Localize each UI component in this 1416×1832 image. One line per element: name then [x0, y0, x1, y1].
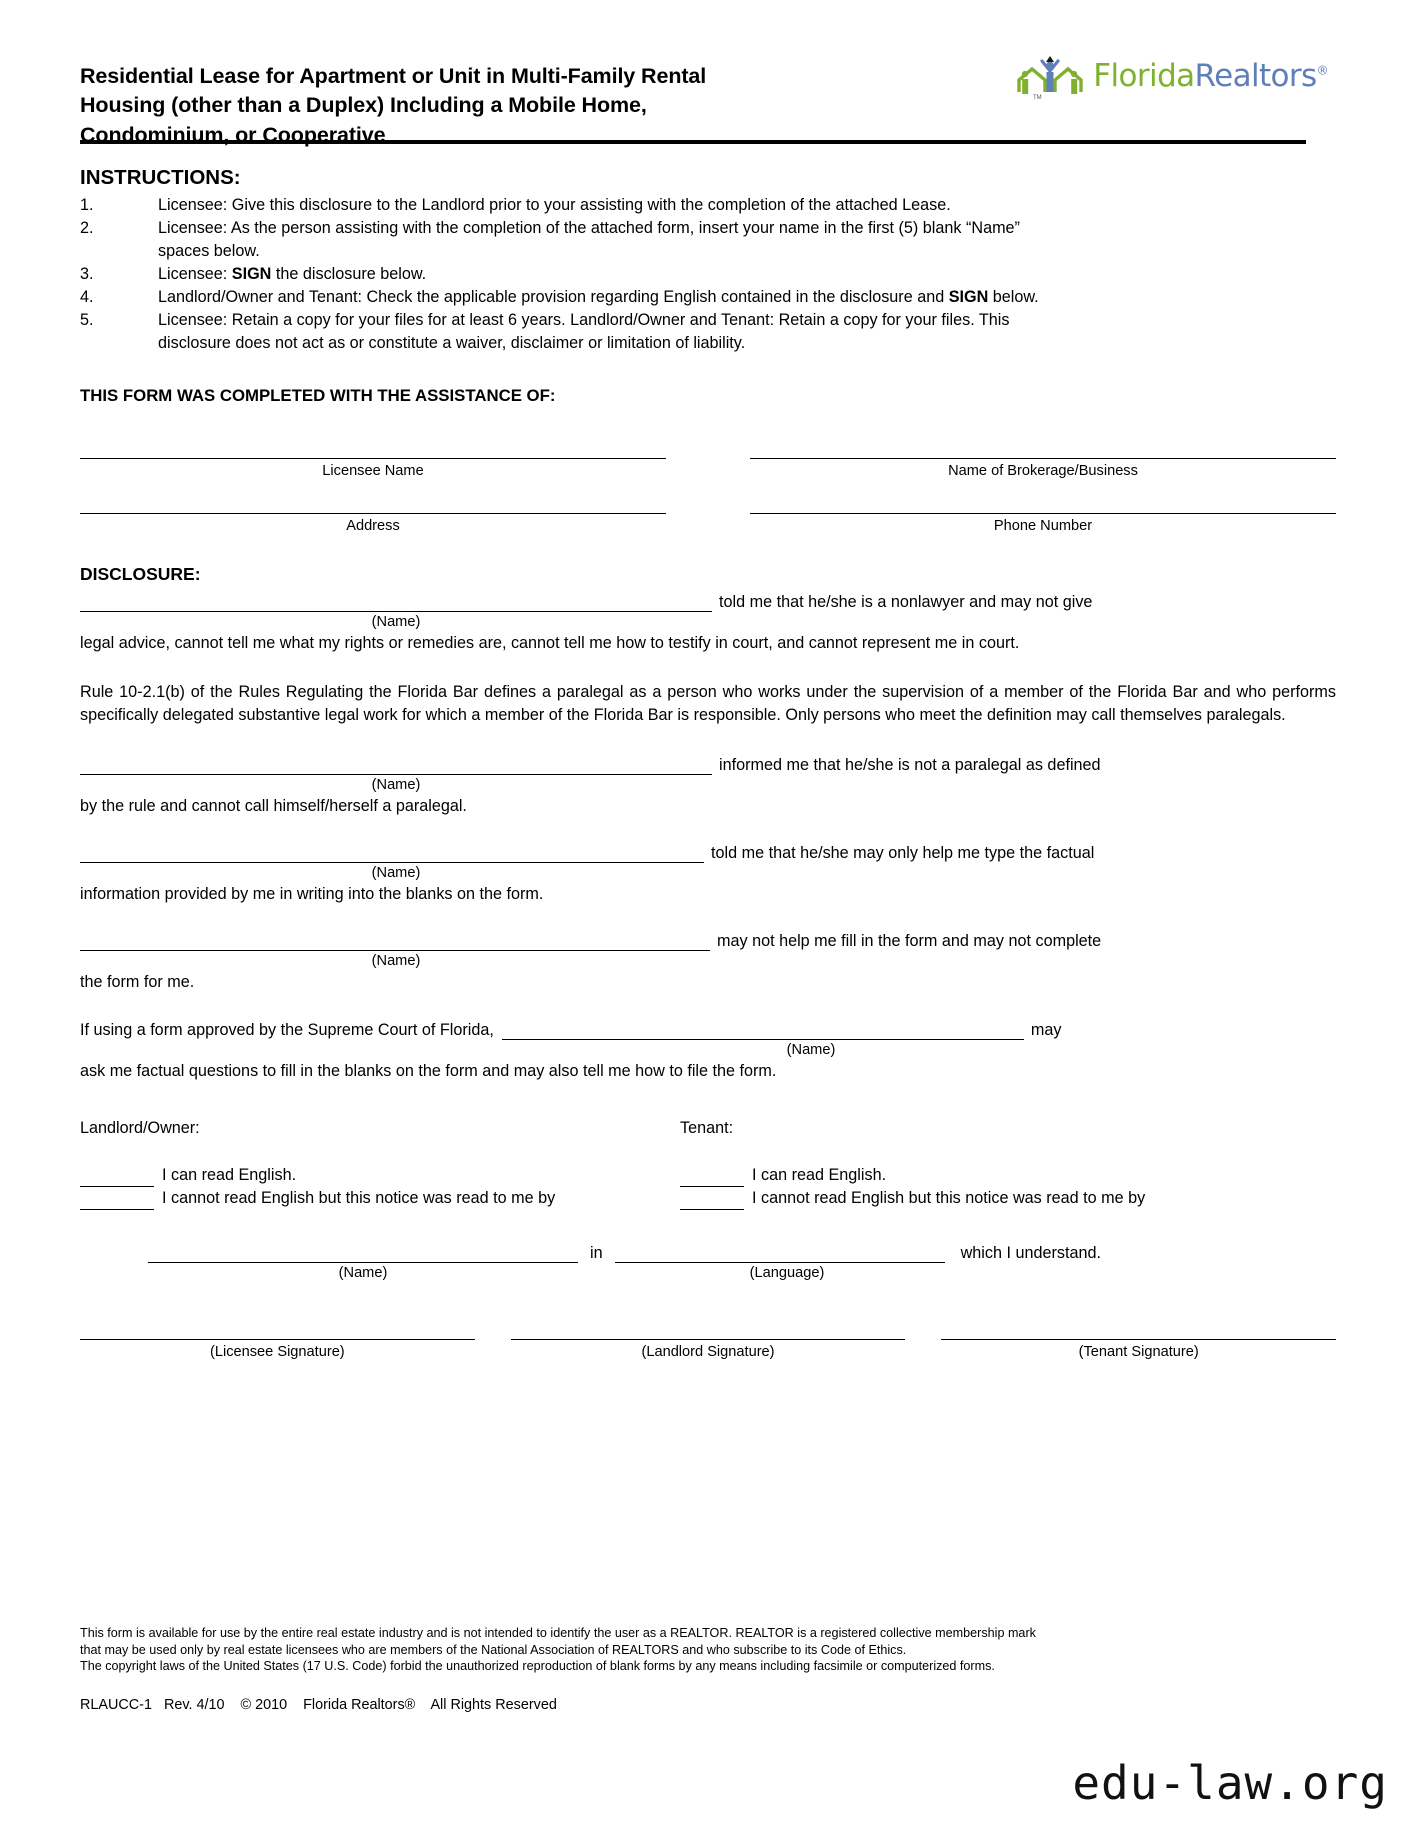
- disclosure-trailing-text-2: informed me that he/she is not a paralegal as defined: [719, 756, 1101, 775]
- signatures-row: [80, 1339, 1336, 1360]
- document-footer: [80, 1625, 1336, 1713]
- disclosure-name-input-5[interactable]: [502, 1021, 1024, 1040]
- disclosure-trailing-text-5: may: [1030, 1021, 1062, 1040]
- assistance-heading: THIS FORM WAS COMPLETED WITH THE ASSISTANCE OF:: [80, 386, 556, 406]
- disclosure-block-1: [80, 593, 1336, 655]
- instruction-number: 1.: [80, 196, 94, 214]
- reader-name-language-captions: [80, 1265, 1336, 1281]
- instruction-text: [158, 263, 1336, 285]
- disclosure-name-input-4[interactable]: [80, 932, 710, 951]
- instruction-item-3: [80, 263, 1336, 285]
- instruction-text-continued: disclosure does not act as or constitute a waiver, disclaimer or limitation of liability.: [158, 334, 746, 353]
- licensee-name-label: Licensee Name: [322, 463, 424, 480]
- instruction-text: Licensee: As the person assisting with the completion of the attached form, insert your name in the first (5) blank “Name”: [158, 219, 1020, 238]
- document-content: [80, 0, 1336, 1360]
- which-i-understand-label: which I understand.: [960, 1244, 1101, 1263]
- landlord-owner-label: Landlord/Owner:: [80, 1119, 200, 1138]
- connector-in-label: in: [590, 1244, 603, 1263]
- instruction-text-bold: SIGN: [948, 287, 989, 306]
- tenant-signature-label: (Tenant Signature): [1078, 1344, 1199, 1361]
- phone-number-label: Phone Number: [993, 518, 1093, 535]
- instruction-text-bold: SIGN: [231, 264, 272, 283]
- svg-text:TM: TM: [1033, 95, 1042, 100]
- landlord-signature-label: (Landlord Signature): [641, 1344, 775, 1361]
- licensee-name-input[interactable]: [80, 458, 666, 459]
- instruction-number: 5.: [80, 310, 94, 329]
- instruction-item-4: [80, 286, 1336, 308]
- instruction-text-continued: spaces below.: [158, 242, 260, 261]
- watermark: edu-law.org: [1072, 1756, 1388, 1810]
- title-line-1: Residential Lease for Apartment or Unit in Multi-Family Rental: [80, 64, 707, 88]
- instructions-heading: INSTRUCTIONS:: [80, 166, 241, 189]
- document-header: [80, 0, 1336, 147]
- landlord-signature-input[interactable]: [511, 1339, 906, 1340]
- language-input[interactable]: [615, 1244, 945, 1263]
- brokerage-name-input[interactable]: [750, 458, 1336, 459]
- phone-number-input[interactable]: [750, 513, 1336, 514]
- registered-trademark-icon: ®: [1316, 63, 1328, 78]
- instruction-number: 2.: [80, 219, 94, 238]
- reader-name-language-row: [80, 1244, 1336, 1263]
- landlord-can-read-label: I can read English.: [162, 1166, 297, 1185]
- assistance-fields-row-2: [80, 513, 1336, 534]
- field-phone-number[interactable]: [750, 513, 1336, 534]
- tenant-signature-input[interactable]: [941, 1339, 1336, 1340]
- instruction-text-before: Licensee:: [158, 264, 232, 283]
- logo-florida-text: Florida: [1093, 58, 1195, 94]
- instruction-text-after: below.: [988, 287, 1039, 306]
- tenant-can-read-checkbox[interactable]: [680, 1170, 744, 1187]
- name-caption: (Name): [371, 777, 421, 794]
- disclosure-continuation-4: the form for me.: [80, 972, 195, 991]
- landlord-cannot-read-checkbox[interactable]: [80, 1193, 154, 1210]
- name-caption: (Name): [371, 614, 421, 631]
- tenant-english-column: [680, 1119, 1300, 1210]
- landlord-cannot-read-english-option[interactable]: [80, 1187, 680, 1210]
- licensee-signature-label: (Licensee Signature): [210, 1344, 345, 1361]
- name-caption: (Name): [338, 1265, 388, 1282]
- disclosure-name-row-1: [80, 593, 1336, 612]
- tenant-cannot-read-english-option[interactable]: [680, 1187, 1300, 1210]
- florida-realtors-logo: [1015, 52, 1328, 100]
- disclosure-name-input-1[interactable]: [80, 593, 712, 612]
- name-caption: (Name): [371, 865, 421, 881]
- tenant-cannot-read-label: I cannot read English but this notice was read to me by: [752, 1189, 1146, 1208]
- tenant-signature-field[interactable]: [941, 1339, 1336, 1360]
- landlord-english-column: [80, 1119, 680, 1210]
- field-licensee-name[interactable]: [80, 458, 666, 479]
- licensee-signature-input[interactable]: [80, 1339, 475, 1340]
- address-input[interactable]: [80, 513, 666, 514]
- english-check-section: [80, 1119, 1336, 1210]
- title-line-2: Housing (other than a Duplex) Including a Mobile Home,: [80, 93, 647, 118]
- instruction-text-after: the disclosure below.: [271, 264, 427, 283]
- florida-realtors-houses-logo-icon: [1015, 52, 1087, 100]
- landlord-can-read-checkbox[interactable]: [80, 1170, 154, 1187]
- tenant-can-read-label: I can read English.: [752, 1166, 887, 1185]
- page-title: [80, 62, 860, 150]
- disclosure-name-input-2[interactable]: [80, 756, 712, 775]
- rule-paragraph: Rule 10-2.1(b) of the Rules Regulating the Florida Bar defines a paralegal as a person who works under the supervision of a member of the Florida Bar and who performs specifically delegated substantive legal work for which a member of the Florida Bar is responsible. Only persons who meet the definition may call themselves paralegals.: [80, 682, 1336, 724]
- reader-name-input[interactable]: [148, 1244, 578, 1263]
- landlord-cannot-read-label: I cannot read English but this notice was read to me by: [162, 1189, 556, 1208]
- instruction-text: Licensee: Retain a copy for your files for at least 6 years. Landlord/Owner and Tenant: Retain a copy for your files. This: [158, 310, 1010, 329]
- licensee-signature-field[interactable]: [80, 1339, 475, 1360]
- field-address[interactable]: [80, 513, 666, 534]
- brokerage-name-label: Name of Brokerage/Business: [948, 463, 1138, 480]
- address-label: Address: [346, 518, 400, 535]
- disclosure-block-2: [80, 756, 1336, 818]
- footer-disclaimer-line-2: that may be used only by real estate licensees who are members of the National Association of REALTORS and who subscribe to its Code of Ethics.: [80, 1642, 907, 1657]
- instruction-text-before: Landlord/Owner and Tenant: Check the applicable provision regarding English contained in the disclosure and: [158, 287, 949, 306]
- language-caption: (Language): [749, 1265, 825, 1282]
- disclosure-trailing-text-4: may not help me fill in the form and may not complete: [717, 931, 1102, 950]
- disclosure-trailing-text-3: told me that he/she may only help me type the factual: [711, 844, 1095, 862]
- logo-realtors-text: Realtors: [1194, 58, 1317, 94]
- tenant-label: Tenant:: [680, 1119, 734, 1138]
- logo-wordmark: [1093, 58, 1328, 94]
- disclosure-name-row-3: [80, 844, 1336, 863]
- disclosure-continuation-3: information provided by me in writing into the blanks on the form.: [80, 885, 544, 903]
- footer-form-identifier: RLAUCC-1 Rev. 4/10 © 2010 Florida Realtors® All Rights Reserved: [80, 1697, 557, 1714]
- supreme-court-lead-text: If using a form approved by the Supreme Court of Florida,: [80, 1021, 494, 1040]
- footer-disclaimer-line-1: This form is available for use by the entire real estate industry and is not intended to identify the user as a REALTOR. REALTOR is a registered collective membership mark: [80, 1626, 1036, 1640]
- instruction-item-1: [80, 194, 1336, 216]
- instruction-number: 3.: [80, 264, 94, 283]
- disclosure-block-3: [80, 844, 1336, 906]
- title-line-3: Condominium, or Cooperative: [80, 122, 386, 147]
- instruction-item-5: [80, 309, 1336, 331]
- disclosure-block-4: [80, 932, 1336, 994]
- supreme-court-row: [80, 1021, 1336, 1040]
- assistance-fields-row-1: [80, 458, 1336, 479]
- disclosure-name-row-4: [80, 932, 1336, 951]
- disclosure-continuation-5: ask me factual questions to fill in the blanks on the form and may also tell me how to file the form.: [80, 1062, 777, 1081]
- instruction-number: 4.: [80, 287, 94, 306]
- footer-copyright-line-3: The copyright laws of the United States (17 U.S. Code) forbid the unauthorized reproduction of blank forms by any means including facsimile or computerized forms.: [80, 1659, 995, 1674]
- landlord-signature-field[interactable]: [511, 1339, 906, 1360]
- disclosure-name-input-3[interactable]: [80, 844, 704, 863]
- disclosure-trailing-text-1: told me that he/she is a nonlawyer and may not give: [719, 593, 1093, 612]
- disclosure-continuation-1: legal advice, cannot tell me what my rights or remedies are, cannot tell me how to testify in court, and cannot represent me in court.: [80, 634, 1020, 653]
- instruction-item-2: [80, 217, 1336, 239]
- disclosure-block-5: [80, 1021, 1336, 1083]
- instruction-text: [158, 286, 1336, 308]
- landlord-can-read-english-option[interactable]: [80, 1164, 680, 1187]
- disclosure-name-row-2: [80, 756, 1336, 775]
- tenant-cannot-read-checkbox[interactable]: [680, 1193, 744, 1210]
- tenant-can-read-english-option[interactable]: [680, 1164, 1300, 1187]
- instruction-text: Licensee: Give this disclosure to the Landlord prior to your assisting with the completion of the attached Lease.: [158, 196, 951, 214]
- field-brokerage-name[interactable]: [750, 458, 1336, 479]
- disclosure-continuation-2: by the rule and cannot call himself/herself a paralegal.: [80, 797, 467, 816]
- name-caption: (Name): [371, 952, 421, 969]
- name-caption: (Name): [786, 1042, 836, 1059]
- disclosure-heading: DISCLOSURE:: [80, 564, 201, 585]
